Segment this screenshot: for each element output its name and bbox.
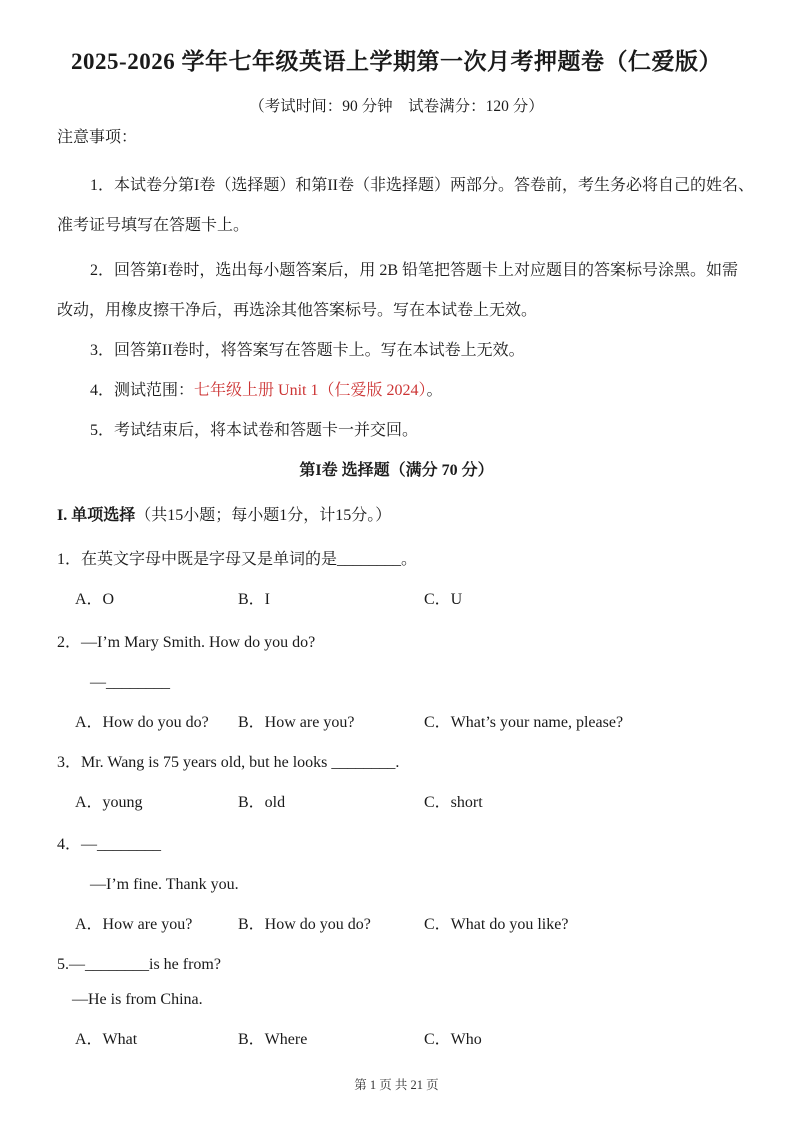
question-1-option-b: B．I — [238, 591, 271, 608]
notice-item-4 — [57, 371, 736, 411]
question-4-option-b: B．How do you do? — [238, 916, 371, 933]
question-4-option-a: A．How are you? — [75, 916, 193, 933]
part-1-label: I. 单项选择 — [57, 507, 136, 524]
notice-item-3: 3．回答第II卷时，将答案写在答题卡上。写在本试卷上无效。 — [90, 342, 525, 359]
exam-subtitle: （考试时间：90 分钟 试卷满分：120 分） — [249, 98, 544, 115]
page-title: 2025-2026 学年七年级英语上学期第一次月考押题卷（仁爱版） — [71, 49, 722, 74]
notice-item-1-line-2: 准考证号填写在答题卡上。 — [57, 217, 250, 234]
question-4-reply: —I’m fine. Thank you. — [90, 876, 239, 893]
scope-highlight: 七年级上册 Unit 1（仁爱版 2024） — [194, 382, 427, 399]
question-5-options — [57, 1020, 736, 1060]
question-2-reply: —________ — [90, 674, 170, 691]
notice-item-4-suffix: 。 — [426, 382, 443, 399]
question-3-option-b: B．old — [238, 794, 286, 811]
notice-item-2-line-1: 2．回答第I卷时，选出每小题答案后，用 2B 铅笔把答题卡上对应题目的答案标号涂黑。如需 — [90, 262, 739, 279]
notice-item-4-prefix: 4．测试范围： — [90, 382, 195, 399]
part-1-heading — [57, 496, 736, 536]
page-content — [0, 44, 793, 1060]
question-3-options — [57, 783, 736, 823]
question-1-stem: 1．在英文字母中既是字母又是单词的是________。 — [57, 551, 418, 568]
question-3-option-c: C．short — [424, 794, 483, 811]
question-1-options — [57, 580, 736, 620]
question-5-reply: —He is from China. — [72, 991, 203, 1008]
section-1-header: 第I卷 选择题（满分 70 分） — [299, 462, 494, 479]
question-1-option-a: A．O — [75, 591, 115, 608]
question-1-option-c: C．U — [424, 591, 463, 608]
question-2-option-a: A．How do you do? — [75, 714, 209, 731]
question-2-option-b: B．How are you? — [238, 714, 355, 731]
question-5-stem: 5.—________is he from? — [57, 956, 221, 973]
question-2-stem: 2．—I’m Mary Smith. How do you do? — [57, 634, 316, 651]
notice-item-2-line-2: 改动，用橡皮擦干净后，再选涂其他答案标号。写在本试卷上无效。 — [57, 302, 538, 319]
page-footer: 第 1 页 共 21 页 — [354, 1078, 439, 1092]
question-4-options — [57, 905, 736, 945]
notice-heading: 注意事项： — [57, 129, 138, 146]
notice-item-1-line-1: 1．本试卷分第I卷（选择题）和第II卷（非选择题）两部分。答卷前，考生务必将自己的姓名、 — [90, 177, 754, 194]
question-3-option-a: A．young — [75, 794, 143, 811]
notice-item-5: 5．考试结束后，将本试卷和答题卡一并交回。 — [90, 422, 419, 439]
question-4-stem: 4．—________ — [57, 836, 162, 853]
question-4-option-c: C．What do you like? — [424, 916, 569, 933]
question-5-option-a: A．What — [75, 1031, 138, 1048]
question-3-stem: 3．Mr. Wang is 75 years old, but he looks ________. — [57, 754, 400, 771]
question-2-option-c: C．What’s your name, please? — [424, 714, 624, 731]
question-2-options — [57, 703, 736, 743]
part-1-note: （共15小题；每小题1分，计15分。） — [135, 507, 392, 524]
question-5-option-c: C．Who — [424, 1031, 482, 1048]
question-5-option-b: B．Where — [238, 1031, 308, 1048]
